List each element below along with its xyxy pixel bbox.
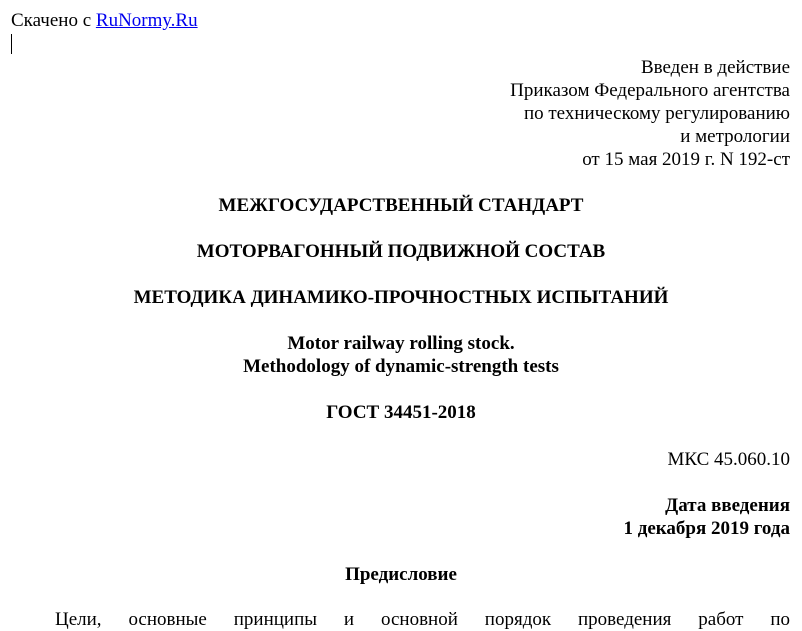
enacted-line-2: Приказом Федерального агентства — [510, 80, 790, 101]
source-link[interactable]: RuNormy.Ru — [95, 10, 198, 31]
mks-code: МКС 45.060.10 — [667, 449, 790, 470]
intro-date-label: Дата введения — [665, 495, 790, 516]
enacted-line-4: и метрологии — [680, 126, 790, 147]
preface-first-line: Цели, основные принципы и основной порядок проведения работ по — [55, 609, 790, 630]
download-prefix: Скачено с — [11, 10, 92, 31]
intro-date-value: 1 декабря 2019 года — [623, 518, 790, 539]
download-notice — [11, 9, 198, 32]
enacted-line-1: Введен в действие — [640, 57, 790, 78]
interstate-standard-title: МЕЖГОСУДАРСТВЕННЫЙ СТАНДАРТ — [218, 195, 584, 216]
enacted-line-5: от 15 мая 2019 г. N 192-ст — [582, 149, 790, 170]
preface-heading: Предисловие — [345, 564, 457, 585]
gost-number: ГОСТ 34451-2018 — [326, 402, 476, 423]
english-title-line-2: Methodology of dynamic-strength tests — [243, 356, 559, 377]
enacted-line-3: по техническому регулированию — [523, 103, 790, 124]
subject-title: МОТОРВАГОННЫЙ ПОДВИЖНОЙ СОСТАВ — [196, 241, 606, 262]
method-title: МЕТОДИКА ДИНАМИКО-ПРОЧНОСТНЫХ ИСПЫТАНИЙ — [133, 287, 669, 308]
text-cursor — [11, 34, 12, 54]
english-title-line-1: Motor railway rolling stock. — [287, 333, 515, 354]
